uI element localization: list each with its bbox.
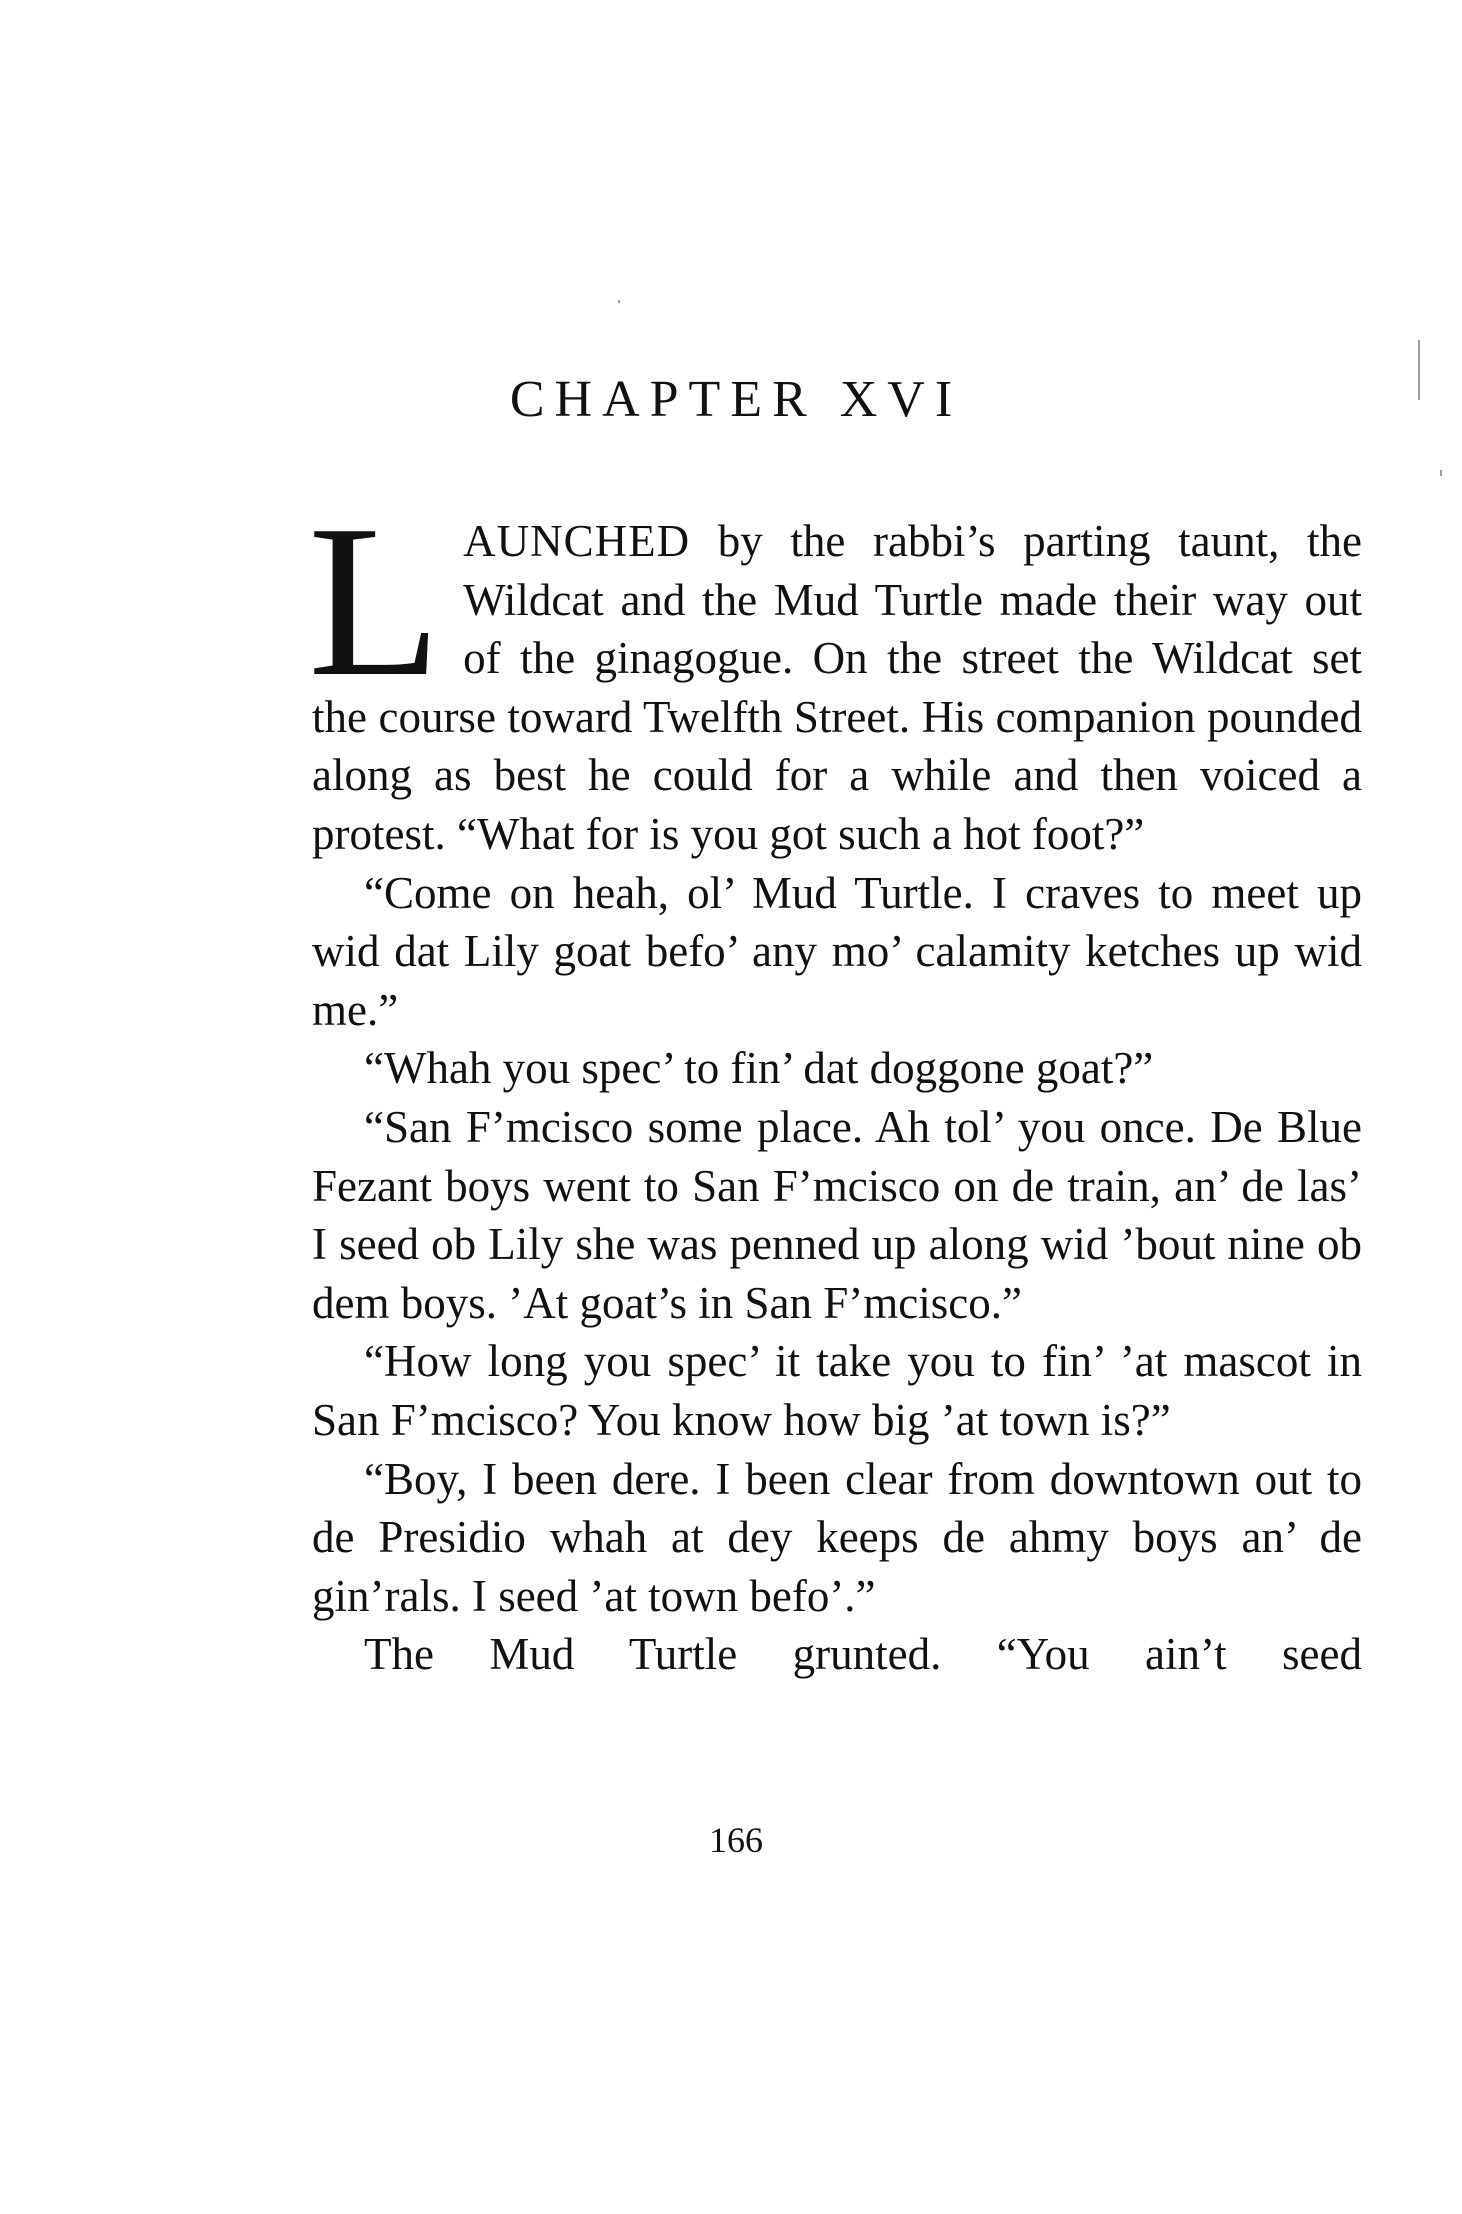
paragraph-1-text: by the rabbi’s parting taunt, the Wildcat and the Mud Turtle made their way out of the ginagogue. On the street the Wildcat set the course toward Twelfth Street. His companion pounded along as best he could for a while and then voiced a protest. “What for is you got such a hot foot?”	[312, 516, 1362, 859]
body-text	[308, 481, 1362, 1684]
paragraph-1	[308, 481, 1362, 864]
paragraph-5: “How long you spec’ it take you to fin’ ’at mascot in San F’mcisco? You know how big ’at town is?”	[312, 1336, 1362, 1445]
scan-speck	[618, 300, 620, 303]
paragraph-2: “Come on heah, ol’ Mud Turtle. I craves to meet up wid dat Lily goat befo’ any mo’ calamity ketches up wid me.”	[312, 867, 1362, 1035]
paragraph-7: The Mud Turtle grunted. “You ain’t seed	[364, 1629, 1362, 1680]
paragraph-3: “Whah you spec’ to fin’ dat doggone goat?”	[364, 1043, 1154, 1094]
chapter-heading: CHAPTER XVI	[509, 371, 963, 428]
drop-cap-letter: L	[308, 481, 442, 722]
scan-speck	[1440, 470, 1442, 476]
small-caps-lead: AUNCHED	[463, 516, 691, 566]
paragraph-6: “Boy, I been dere. I been clear from downtown out to de Presidio whah at dey keeps de ahmy boys an’ de gin’rals. I seed ’at town befo’.”	[312, 1453, 1362, 1621]
paragraph-4: “San F’mcisco some place. Ah tol’ you once. De Blue Fezant boys went to San F’mcisco on de train, an’ de las’ I seed ob Lily she was penned up along wid ’bout nine ob dem boys. ’At goat’s in San F’mcisco.”	[312, 1101, 1362, 1328]
page-number: 166	[709, 1820, 763, 1860]
scan-speck	[1418, 340, 1420, 400]
